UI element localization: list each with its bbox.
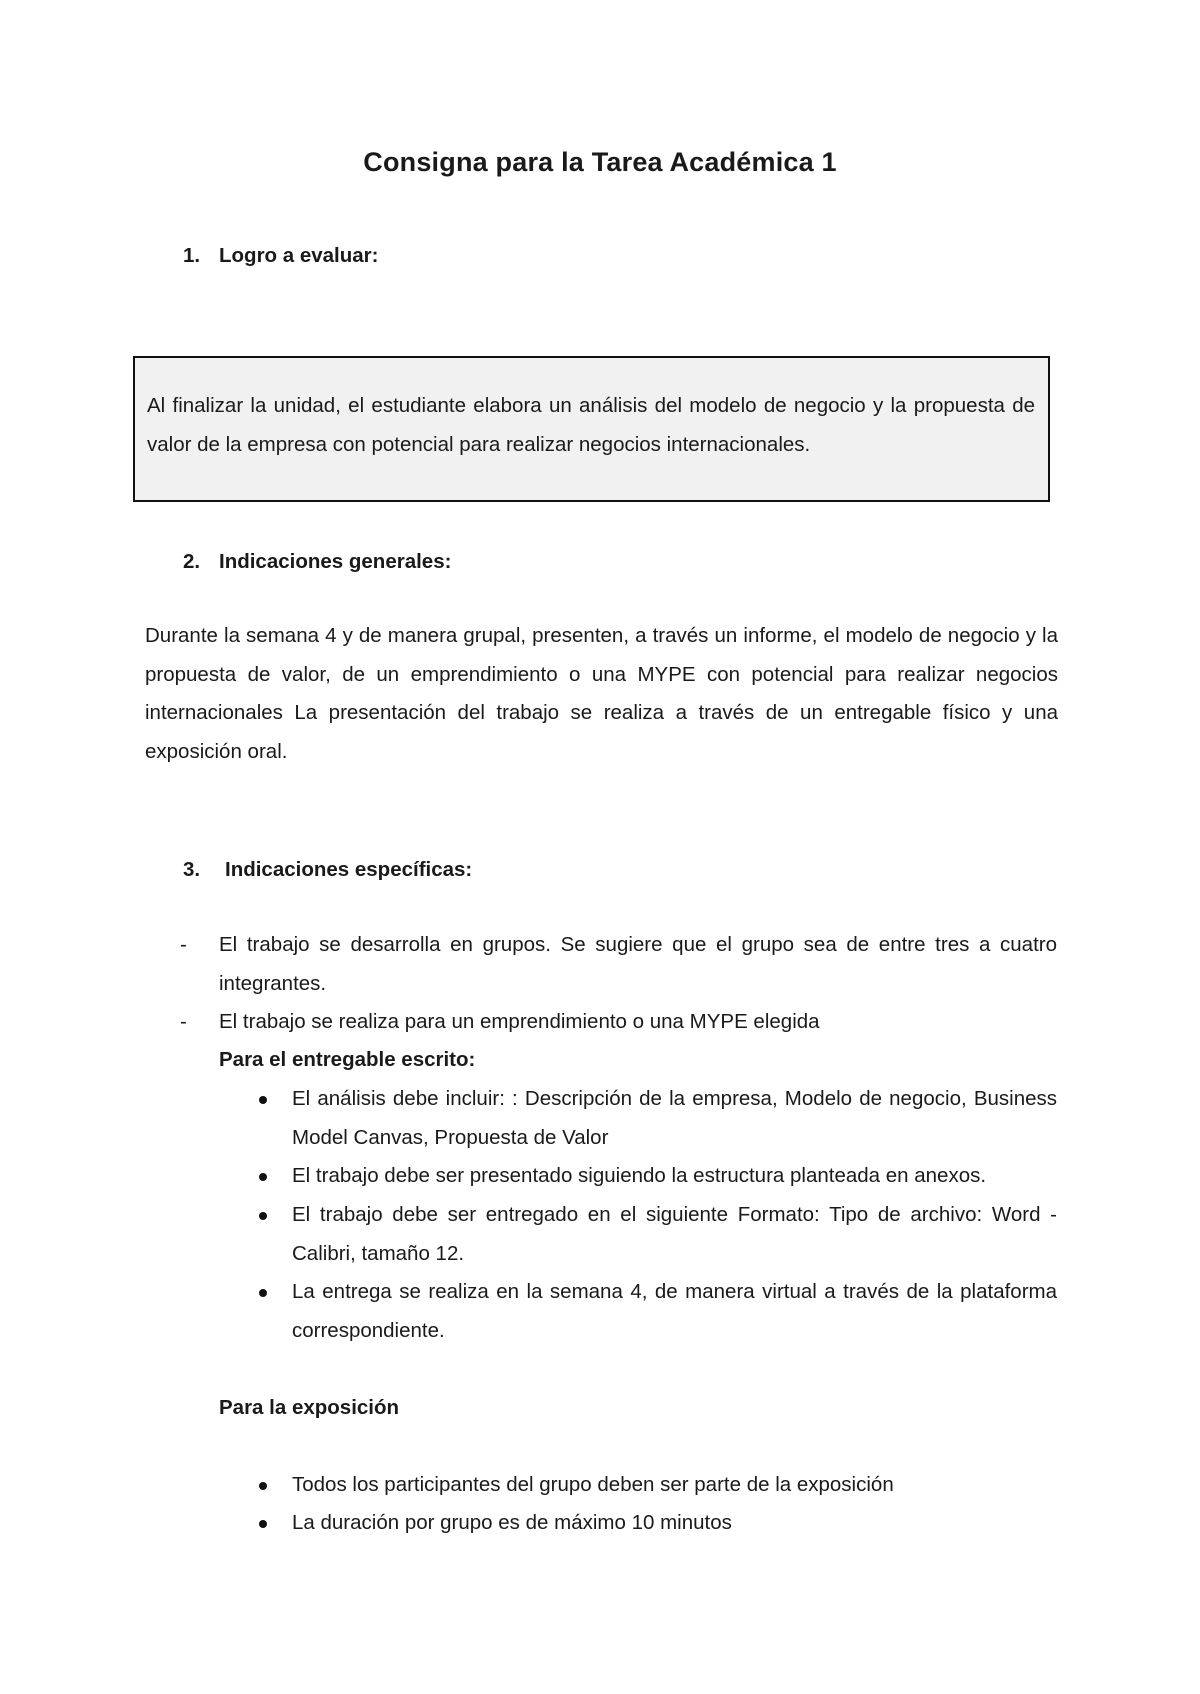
section-title: Logro a evaluar:: [219, 244, 379, 267]
dash-marker: -: [180, 933, 187, 956]
learning-goal-text: Al finalizar la unidad, el estudiante elabora un análisis del modelo de negocio y la propuesta de valor de la empresa con potencial para realizar negocios internacionales.: [147, 394, 1035, 456]
section-heading-specific: [183, 856, 683, 884]
list-item: El trabajo debe ser presentado siguiendo la estructura planteada en anexos.: [292, 1164, 987, 1187]
list-item: El trabajo debe ser entregado en el siguiente Formato: Tipo de archivo: Word - Calibri, tamaño 12.: [292, 1203, 1057, 1265]
bullet-icon: [259, 1289, 267, 1297]
list-item: La entrega se realiza en la semana 4, de manera virtual a través de la plataforma correspondiente.: [292, 1280, 1057, 1342]
section-number: 3.: [183, 858, 201, 881]
bullet-icon: [259, 1212, 267, 1220]
list-item: Todos los participantes del grupo deben ser parte de la exposición: [292, 1473, 894, 1496]
list-item: El trabajo se realiza para un emprendimiento o una MYPE elegida: [219, 1010, 820, 1033]
learning-goal-box: [133, 356, 1050, 502]
written-deliverable-heading: Para el entregable escrito:: [219, 1048, 476, 1071]
bullet-icon: [259, 1520, 267, 1528]
general-instructions-paragraph: Durante la semana 4 y de manera grupal, presenten, a través un informe, el modelo de negocio y la propuesta de valor, de un emprendimiento o una MYPE con potencial para realizar negocios internacionales La presentación del trabajo se realiza a través de un entregable físico y una exposición oral.: [145, 624, 1058, 763]
list-item: El trabajo se desarrolla en grupos. Se sugiere que el grupo sea de entre tres a cuatro integrantes.: [219, 933, 1057, 995]
list-item: La duración por grupo es de máximo 10 minutos: [292, 1511, 732, 1534]
section-number: 2.: [183, 550, 201, 573]
page-title: Consigna para la Tarea Académica 1: [363, 147, 837, 177]
section-title: Indicaciones específicas:: [225, 858, 473, 881]
section-number: 1.: [183, 244, 201, 267]
section-title: Indicaciones generales:: [219, 550, 452, 573]
list-item: El análisis debe incluir: : Descripción de la empresa, Modelo de negocio, Business Model Canvas, Propuesta de Valor: [292, 1087, 1057, 1149]
bullet-icon: [259, 1173, 267, 1181]
dash-marker: -: [180, 1010, 187, 1033]
bullet-icon: [259, 1096, 267, 1104]
bullet-icon: [259, 1482, 267, 1490]
section-heading-logro: [183, 242, 583, 270]
section-heading-general: [183, 548, 683, 576]
exposition-heading: Para la exposición: [219, 1396, 400, 1419]
